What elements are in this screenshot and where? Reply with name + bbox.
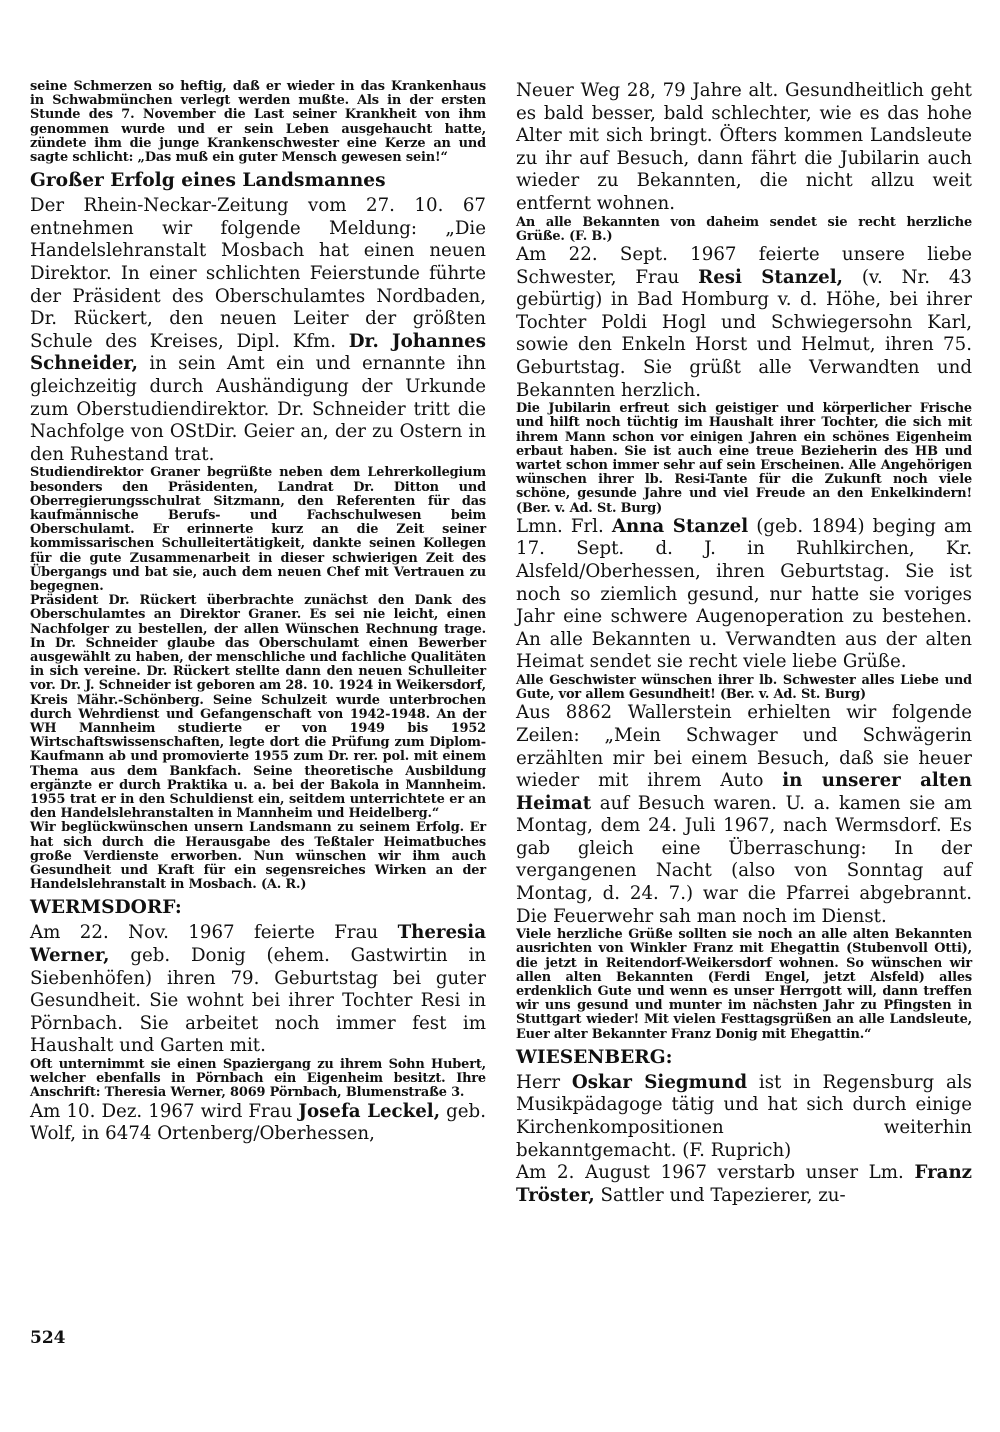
text-segment: (geb. 1894) beging am 17. Sept. d. J. in Ruhlkirchen, Kr. Alsfeld/Oberhessen, ihren Geburtstag. Sie ist noch so ziemlich gesund, nur hatte sie voriges Jahr eine schwere Augenoperation zu bestehen. An alle Bekannten u. Verwandten aus der alten Heimat sendet sie recht viele liebe Grüße. (516, 515, 972, 673)
paragraph-franz-troester (516, 1162, 972, 1207)
name-franz-troester: Franz Tröster, (516, 1162, 972, 1206)
paragraph-theresia-werner (30, 922, 486, 1058)
text-segment: Am 10. Dez. 1967 wird Frau (30, 1100, 293, 1122)
text-segment: geb. Wolf, in 6474 Ortenberg/Oberhessen, (30, 1100, 486, 1145)
text-segment: Aus 8862 Wallerstein erhielten wir folgende Zeilen: „Mein Schwager und Schwägerin erzählten mir bei einem Besuch, daß sie heuer wieder mit ihrem Auto (516, 702, 972, 792)
left-column (30, 80, 486, 1146)
paragraph-geschwister: Alle Geschwister wünschen ihrer lb. Schwester alles Liebe und Gute, vor allem Gesundheit! (Ber. v. Ad. St. Burg) (516, 672, 972, 703)
name-anna-stanzel: Anna Stanzel (611, 515, 749, 537)
paragraph-gruesse-fb: An alle Bekannten von daheim sendet sie recht herzliche Grüße. (F. B.) (516, 214, 972, 244)
name-johannes-schneider: Dr. Johannes Schneider, (30, 330, 486, 375)
text-segment: ist in Regensburg als Musikpädagoge tätig und hat sich durch einige Kirchenkompositionen weiterhin bekanntgemacht. (F. Ruprich) (516, 1071, 972, 1161)
page-number: 524 (30, 1328, 66, 1348)
name-resi-stanzel: Resi Stanzel, (698, 266, 843, 288)
right-column (516, 80, 972, 1207)
paragraph-wallerstein (516, 702, 972, 928)
heading-wiesenberg: WIESENBERG: (516, 1046, 673, 1068)
name-oskar-siegmund: Oskar Siegmund (571, 1071, 748, 1093)
paragraph-glueckwunsch: Wir beglückwünschen unsern Landsmann zu seinem Erfolg. Er hat sich durch die Herausgabe des Teßtaler Heimatbuches große Verdienste erworben. Nun wünschen wir ihm auch Gesundheit und Kraft für ein segensreiches Wirken an der Handelslehranstalt in Mosbach. (A. R.) (30, 820, 486, 893)
paragraph-anna-stanzel (516, 516, 972, 674)
text-segment: Der Rhein-Neckar-Zeitung vom 27. 10. 67 entnehmen wir folgende Meldung: „Die Handelslehranstalt Mosbach hat einen neuen Direktor. In einer schlichten Feierstunde führte der Präsident des Oberschulamtes Nordbaden, Dr. Rückert, den neuen Leiter der größten Schule des Kreises, Dipl. Kfm. (30, 195, 486, 352)
text-segment: geb. Donig (ehem. Gastwirtin in Siebenhöfen) ihren 79. Geburtstag bei guter Gesundheit. Sie wohnt bei ihrer Tochter Resi in Pörnbach. Sie arbeitet noch immer fest im Haushalt und Garten mit. (30, 945, 486, 1057)
paragraph-graner: Studiendirektor Graner begrüßte neben dem Lehrerkollegium besonders den Präsidenten, Landrat Dr. Ditton und Oberregierungsschulrat Sitzmann, den Referenten für das kaufmännische Berufs- und Fachschulwesen beim Oberschulamt. Er erinnerte kurz an die Zeit seiner kommissarischen Schulleitertätigkeit, dankte seinen Kollegen für die gute Zusammenarbeit in dieser schwierigen Zeit des Übergangs und bat sie, auch dem neuen Chef mit Vertrauen zu begegnen. (30, 465, 486, 594)
text-segment: (v. Nr. 43 gebürtig) in Bad Homburg v. d. Höhe, bei ihrer Tochter Poldi Hogl und Schwiegersohn Karl, sowie den Enkeln Horst und Helmut, ihren 75. Geburtstag. Sie grüßt alle Verwandten und Bekannten herzlich. (516, 266, 972, 401)
paragraph-rhein-neckar (30, 195, 486, 466)
paragraph-oskar-siegmund (516, 1072, 972, 1162)
paragraph-neuer-weg: Neuer Weg 28, 79 Jahre alt. Gesundheitlich geht es bald besser, bald schlechter, wie es das hohe Alter mit sich bringt. Öfters kommen Landsleute zu ihr auf Besuch, dann fährt die Jubilarin auch wieder zu Bekannten, die nicht allzu weit entfernt wohnen. (516, 80, 972, 214)
text-segment: auf Besuch waren. U. a. kamen sie am Montag, dem 24. Juli 1967, nach Wermsdorf. Es gab gleich eine Überraschung: In der vergangenen Nacht (also von Sonntag auf Montag, d. 24. 7.) war die Pfarrei abgebrannt. Die Feuerwehr sah man noch im Dienst. (516, 792, 972, 927)
text-segment: Am 22. Nov. 1967 feierte Frau (30, 922, 379, 944)
text-segment: Herr (516, 1071, 561, 1093)
paragraph-schwabmuenchen: seine Schmerzen so heftig, daß er wieder in das Krankenhaus in Schwabmünchen verlegt werden mußte. Als in der ersten Stunde des 7. November die Last seiner Krankheit von ihm genommen wurde und er sein Leben ausgehaucht hatte, zündete ihm die junge Krankenschwester eine Kerze an und sagte schlicht: „Das muß ein guter Mensch gewesen sein!“ (30, 79, 486, 166)
bold-alte-heimat: in unserer alten Heimat (516, 770, 972, 814)
name-josefa-leckel: Josefa Leckel, (298, 1100, 441, 1122)
paragraph-herzliche-gruesse: Viele herzliche Grüße sollten sie noch an alle alten Bekannten ausrichten von Winkler Franz mit Ehegattin (Stubenvoll Otti), die jetzt in Reitendorf-Weikersdorf wohnen. So wünschen wir allen alten Bekannten (Ferdi Engel, jetzt Alsfeld) alles erdenklich Gute und wenn es unser Herrgott will, dann treffen wir uns gesund und munter im nächsten Jahr zu Pfingsten in Stuttgart wieder! Mit vielen Festtagsgrüßen an alle Landsleute, Euer alter Bekannter Franz Donig mit Ehegattin.“ (516, 927, 972, 1042)
name-theresia-werner: Theresia Werner, (30, 922, 486, 967)
heading-wermsdorf: WERMSDORF: (30, 897, 182, 919)
text-segment: Sattler und Tapezierer, zu- (600, 1184, 846, 1206)
paragraph-spaziergang: Oft unternimmt sie einen Spaziergang zu ihrem Sohn Hubert, welcher ebenfalls in Pörnbach ein Eigenheim besitzt. Ihre Anschrift: Theresia Werner, 8069 Pörnbach, Blumenstraße 3. (30, 1057, 486, 1101)
paragraph-rueckert: Präsident Dr. Rückert überbrachte zunächst den Dank des Oberschulamtes an Direktor Graner. Es sei nie leicht, einen Nachfolger zu bestellen, der allen Wünschen Rechnung trage. In Dr. Schneider glaube das Oberschulamt einen Bewerber ausgewählt zu haben, der menschliche und fachliche Qualitäten in sich vereine. Dr. Rückert stellte dann den neuen Schulleiter vor. Dr. J. Schneider ist geboren am 28. 10. 1924 in Weikersdorf, Kreis Mähr.-Schönberg. Seine Schulzeit wurde unterbrochen durch Wehrdienst und Gefangenschaft von 1942-1948. An der WH Mannheim studierte er von 1949 bis 1952 Wirtschaftswissenschaften, legte dort die Prüfung zum Diplom-Kaufmann ab und promovierte 1955 zum Dr. rer. pol. mit einem Thema aus dem Bankfach. Seine theoretische Ausbildung ergänzte er durch Praktika u. a. bei der Bakola in Mannheim. 1955 trat er in den Schuldienst ein, seitdem unterrichtete er an den Handelslehranstalten in Mannheim und Heidelberg.“ (30, 593, 486, 822)
paragraph-resi-stanzel (516, 244, 972, 402)
paragraph-josefa-leckel (30, 1101, 486, 1146)
paragraph-jubilarin: Die Jubilarin erfreut sich geistiger und körperlicher Frische und hilft noch tüchtig im Haushalt ihrer Tochter, die sich mit ihrem Mann schon vor einigen Jahren ein schönes Eigenheim erbaut haben. Sie ist auch eine treue Bezieherin des HB und wartet schon immer sehr auf sein Erscheinen. Alle Angehörigen wünschen ihrer lb. Resi-Tante für die Zukunft noch viele schöne, gesunde Jahre und viel Freude an den Enkelkindern! (Ber. v. Ad. St. Burg) (516, 401, 972, 516)
text-segment: Lmn. Frl. (516, 515, 604, 537)
text-segment: in sein Amt ein und ernannte ihn gleichzeitig durch Aushändigung der Urkunde zum Oberstudiendirektor. Dr. Schneider tritt die Nachfolge von OStDir. Geier an, der zu Ostern in den Ruhestand trat. (30, 353, 486, 465)
text-segment: Am 2. August 1967 verstarb unser Lm. (516, 1162, 904, 1184)
heading-grosser-erfolg: Großer Erfolg eines Landsmannes (30, 170, 386, 192)
text-segment: Am 22. Sept. 1967 feierte unsere liebe Schwester, Frau (516, 243, 972, 288)
